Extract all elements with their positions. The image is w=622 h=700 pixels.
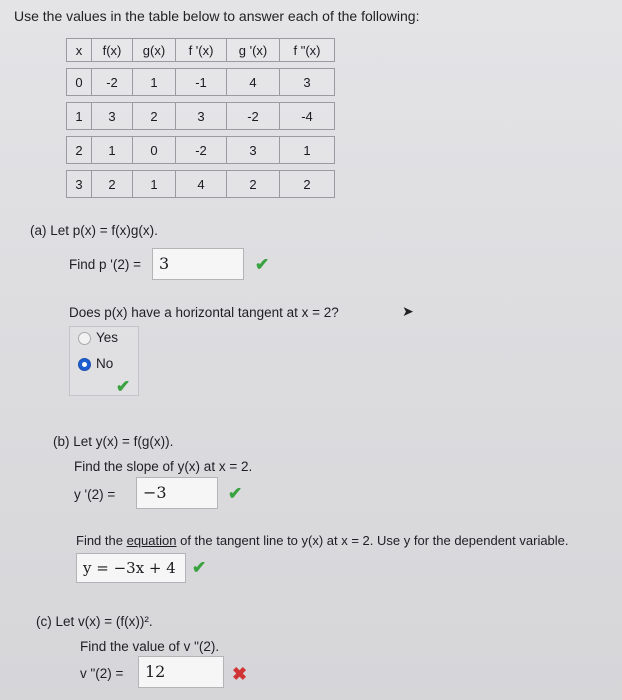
table-cell: 3 xyxy=(92,103,133,130)
table-row xyxy=(67,69,335,96)
table-cell: 4 xyxy=(227,69,280,96)
slope-answer-input[interactable]: −3 xyxy=(136,477,218,509)
part-a-label: (a) Let p(x) = f(x)g(x). xyxy=(30,223,158,238)
table-header: x xyxy=(67,39,92,62)
table-header: g(x) xyxy=(133,39,176,62)
table-cell: 1 xyxy=(92,137,133,164)
table-cell: 2 xyxy=(92,171,133,198)
table-cell: 1 xyxy=(67,103,92,130)
instructions: Use the values in the table below to answer each of the following: xyxy=(14,8,420,24)
table-cell: 2 xyxy=(67,137,92,164)
radio-yes[interactable] xyxy=(78,332,91,345)
tangent-question: Does p(x) have a horizontal tangent at x = 2? xyxy=(69,305,339,320)
table-header-row xyxy=(67,39,335,62)
p-prime-answer-input[interactable]: 3 xyxy=(152,248,244,280)
table-cell: 3 xyxy=(67,171,92,198)
incorrect-x-icon: ✖ xyxy=(232,664,248,684)
table-cell: -4 xyxy=(280,103,335,130)
table-cell: 4 xyxy=(176,171,227,198)
correct-check-icon: ✔ xyxy=(255,255,270,274)
tangent-line-prompt xyxy=(76,533,569,548)
tangent-line-answer-input[interactable]: y = −3x + 4 xyxy=(76,553,186,583)
part-c-label: (c) Let v(x) = (f(x))². xyxy=(36,614,153,629)
table-cell: 2 xyxy=(227,171,280,198)
table-row xyxy=(67,171,335,198)
part-b-answer-label: y '(2) = xyxy=(74,487,116,502)
values-table xyxy=(66,38,335,198)
table-header: g '(x) xyxy=(227,39,280,62)
table-cell: -2 xyxy=(92,69,133,96)
table-cell: 3 xyxy=(176,103,227,130)
table-row xyxy=(67,103,335,130)
part-b-prompt: Find the slope of y(x) at x = 2. xyxy=(74,459,253,474)
table-cell: -2 xyxy=(227,103,280,130)
table-cell: 3 xyxy=(227,137,280,164)
mouse-cursor-icon: ➤ xyxy=(402,303,414,319)
correct-check-icon: ✔ xyxy=(228,484,243,503)
table-cell: 3 xyxy=(280,69,335,96)
table-cell: 2 xyxy=(133,103,176,130)
table-header: f "(x) xyxy=(280,39,335,62)
table-header: f '(x) xyxy=(176,39,227,62)
table-cell: 0 xyxy=(67,69,92,96)
part-c-answer-label: v "(2) = xyxy=(80,666,124,681)
v-double-prime-answer-input[interactable]: 12 xyxy=(138,656,224,688)
part-c-prompt: Find the value of v "(2). xyxy=(80,639,220,654)
table-cell: 1 xyxy=(133,171,176,198)
part-b-label: (b) Let y(x) = f(g(x)). xyxy=(53,434,174,449)
table-cell: 1 xyxy=(280,137,335,164)
table-cell: 2 xyxy=(280,171,335,198)
equation-link[interactable]: equation xyxy=(126,533,177,548)
tangent-prompt-text: of the tangent line to y(x) at x = 2. Use y for the dependent variable. xyxy=(176,533,569,548)
table-cell: -2 xyxy=(176,137,227,164)
radio-yes-label: Yes xyxy=(96,330,119,345)
correct-check-icon: ✔ xyxy=(116,377,131,396)
table-cell: 1 xyxy=(133,69,176,96)
table-header: f(x) xyxy=(92,39,133,62)
table-cell: -1 xyxy=(176,69,227,96)
tangent-prompt-text: Find the xyxy=(76,533,127,548)
radio-no-label: No xyxy=(96,356,114,371)
part-a-prompt: Find p '(2) = xyxy=(69,257,141,272)
table-cell: 0 xyxy=(133,137,176,164)
correct-check-icon: ✔ xyxy=(192,558,207,577)
table-row xyxy=(67,137,335,164)
radio-no[interactable] xyxy=(78,358,91,371)
